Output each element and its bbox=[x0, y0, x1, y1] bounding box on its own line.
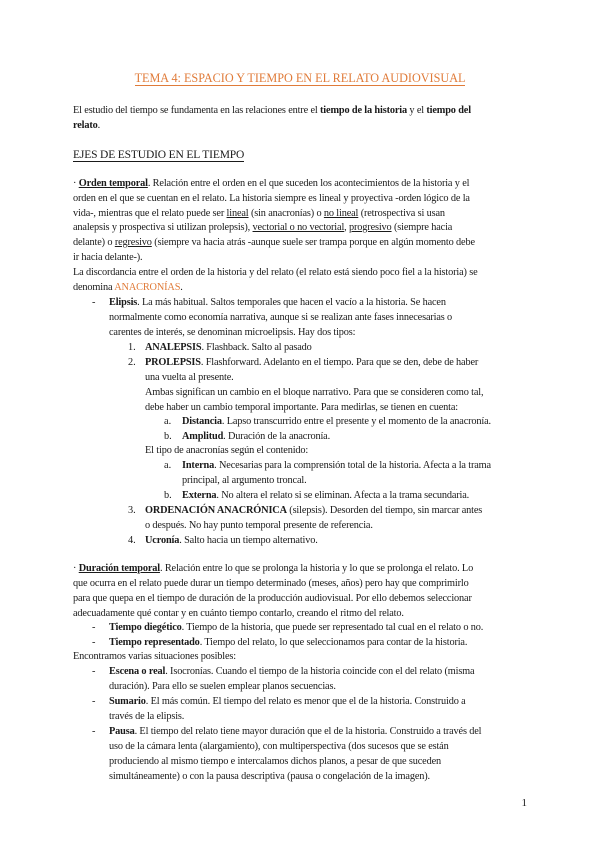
duracion-line-3: para que quepa en el tiempo de duración de la producción audiovisual. Por ello debemos seleccionar bbox=[73, 593, 472, 604]
prolepsis-line-4: debe haber un cambio temporal importante. Para medirlas, se tienen en cuenta: bbox=[145, 402, 458, 413]
page-number: 1 bbox=[521, 797, 527, 809]
pausa-line-4: simultáneamente) o con la pausa descriptiva (pausa o congelación de la imagen). bbox=[109, 771, 430, 782]
list-dash: - bbox=[92, 622, 96, 633]
ucronia-line: Ucronía. Salto hacia un tiempo alternativo. bbox=[145, 535, 318, 546]
orden-line-6: ir hacia delante-). bbox=[73, 252, 143, 263]
intro-line-1: El estudio del tiempo se fundamenta en las relaciones entre el tiempo de la historia y el tiempo del bbox=[73, 105, 471, 116]
list-number: 1. bbox=[128, 342, 136, 353]
prolepsis-line-3: Ambas significan un cambio en el bloque narrativo. Para que se consideren como tal, bbox=[145, 387, 484, 398]
encontramos-line: Encontramos varias situaciones posibles: bbox=[73, 651, 237, 662]
orden-line-3: vida-, mientras que el relato puede ser lineal (sin anacronías) o no lineal (retrospectiva si usan bbox=[73, 208, 445, 219]
externa-line: Externa. No altera el relato si se eliminan. Afecta a la trama secundaria. bbox=[182, 490, 470, 501]
sumario-line-2: través de la elipsis. bbox=[109, 711, 185, 722]
list-number: 3. bbox=[128, 505, 136, 516]
ordenacion-line-1: ORDENACIÓN ANACRÓNICA (silepsis). Desorden del tiempo, sin marcar antes bbox=[145, 505, 483, 516]
pausa-line-3: produciendo al mismo tiempo e intercalamos dichos planos, a pesar de que suceden bbox=[109, 756, 441, 767]
elipsis-line-1: Elipsis. La más habitual. Saltos temporales que hacen el vacío a la historia. Se hacen bbox=[109, 297, 446, 308]
duracion-line-2: que ocurra en el relato puede durar un tiempo determinado (meses, años) pero hay que comprimirlo bbox=[73, 578, 469, 589]
tipo-line: El tipo de anacronías según el contenido: bbox=[145, 445, 309, 456]
list-letter: a. bbox=[164, 460, 172, 471]
representado-line: Tiempo representado. Tiempo del relato, lo que seleccionamos para contar de la historia. bbox=[109, 637, 468, 648]
analepsis-line: ANALEPSIS. Flashback. Salto al pasado bbox=[145, 342, 312, 353]
diegetico-line: Tiempo diegético. Tiempo de la historia, que puede ser representado tal cual en el relato o no. bbox=[109, 622, 484, 633]
list-letter: b. bbox=[164, 490, 172, 501]
intro-line-2: relato. bbox=[73, 120, 101, 131]
page-title: TEMA 4: ESPACIO Y TIEMPO EN EL RELATO AUDIOVISUAL bbox=[134, 71, 466, 85]
section-heading: EJES DE ESTUDIO EN EL TIEMPO bbox=[73, 149, 245, 161]
elipsis-line-2: normalmente como economía narrativa, aunque si se realizan ante fases innecesarias o bbox=[109, 312, 453, 323]
list-dash: - bbox=[92, 637, 96, 648]
distancia-line: Distancia. Lapso transcurrido entre el presente y el momento de la anacronía. bbox=[182, 416, 491, 427]
list-dash: - bbox=[92, 666, 96, 677]
orden-line-4: analepsis y prospectiva si utilizan prolepsis), vectorial o no vectorial, progresivo (siempre hacia bbox=[73, 222, 453, 233]
ordenacion-line-2: o después. No hay punto temporal presente de referencia. bbox=[145, 520, 373, 531]
interna-line-2: principal, al argumento troncal. bbox=[182, 475, 307, 486]
orden-line-2: orden en el que se cuentan en el relato. La historia siempre es lineal y proyectiva -orden lógico de la bbox=[73, 193, 470, 204]
list-number: 4. bbox=[128, 535, 136, 546]
orden-line-5: delante) o regresivo (siempre va hacia atrás -aunque suele ser trampa porque en algún momento debe bbox=[73, 237, 475, 248]
prolepsis-line-1: PROLEPSIS. Flashforward. Adelanto en el tiempo. Para que se den, debe de haber bbox=[145, 357, 479, 368]
list-dash: - bbox=[92, 696, 96, 707]
amplitud-line: Amplitud. Duración de la anacronía. bbox=[182, 431, 331, 442]
interna-line-1: Interna. Necesarias para la comprensión total de la historia. Afecta a la trama bbox=[182, 460, 491, 471]
sumario-line-1: Sumario. El más común. El tiempo del relato es menor que el de la historia. Construido a bbox=[109, 696, 466, 707]
duracion-line-1: · Duración temporal. Relación entre lo que se prolonga la historia y lo que se prolonga el relato. Lo bbox=[73, 563, 474, 574]
pausa-line-2: uso de la cámara lenta (alargamiento), con multiperspectiva (dos sucesos que se están bbox=[109, 741, 449, 752]
list-number: 2. bbox=[128, 357, 136, 368]
escena-line-1: Escena o real. Isocronías. Cuando el tiempo de la historia coincide con el del relato (misma bbox=[109, 666, 475, 677]
escena-line-2: duración). Para ello se suelen emplear planos secuencias. bbox=[109, 681, 336, 692]
orden-line-8: denomina ANACRONÍAS. bbox=[73, 282, 183, 293]
list-letter: b. bbox=[164, 431, 172, 442]
list-letter: a. bbox=[164, 416, 172, 427]
orden-line-7: La discordancia entre el orden de la historia y del relato (el relato está siendo poco fiel a la historia) se bbox=[73, 267, 478, 278]
list-dash: - bbox=[92, 726, 96, 737]
prolepsis-line-2: una vuelta al presente. bbox=[145, 372, 234, 383]
pausa-line-1: Pausa. El tiempo del relato tiene mayor duración que el de la historia. Construido a través del bbox=[109, 726, 482, 737]
duracion-line-4: adecuadamente qué contar y en cuánto tiempo contarlo, creando el ritmo del relato. bbox=[73, 608, 404, 619]
elipsis-line-3: carentes de interés, se denominan microelipsis. Hay dos tipos: bbox=[109, 327, 356, 338]
orden-line-1: · Orden temporal. Relación entre el orden en el que suceden los acontecimientos de la historia y el bbox=[73, 178, 470, 189]
elipsis-dash: - bbox=[92, 297, 96, 308]
